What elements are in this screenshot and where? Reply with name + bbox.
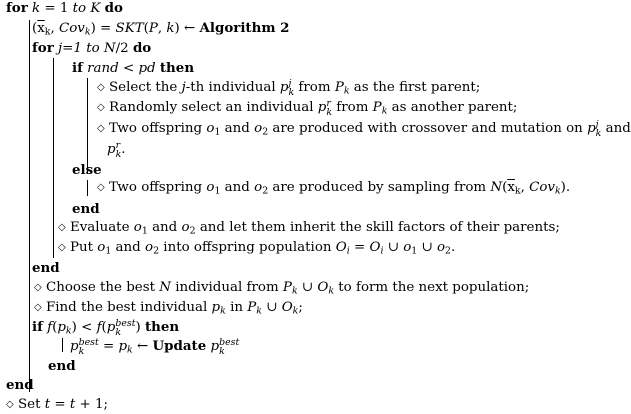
scope-rule-best-if [62, 338, 63, 352]
diamond-bullet-icon: ◇ [58, 222, 66, 233]
line-else [72, 162, 102, 179]
keyword-for: for [6, 0, 28, 16]
diamond-bullet-icon: ◇ [97, 123, 105, 134]
keyword-then: then [144, 319, 180, 335]
line-select-first-parent: ◇ Select the j-th individual p j k from $P_k$ as the first parent; [97, 78, 481, 99]
line-if-rand: if rand < pd then [72, 60, 195, 76]
line-end-best-if [48, 358, 76, 375]
diamond-bullet-icon: ◇ [97, 182, 105, 193]
keyword-to: to [86, 41, 100, 56]
scope-rule-outer-for [29, 20, 30, 392]
line-evaluate: ◇ Evaluate $o_1$ and $o_2$ and let them inherit the skill factors of their parents; [58, 220, 560, 237]
diamond-bullet-icon: ◇ [58, 242, 66, 253]
line-end-outer-for [6, 377, 34, 394]
diamond-bullet-icon: ◇ [97, 102, 105, 113]
keyword-if: if [72, 60, 83, 76]
line-find-best: ◇ Find the best individual $p_k$ in $P_k$ ∪ $O_k$; [34, 300, 303, 317]
diamond-bullet-icon: ◇ [34, 282, 42, 293]
line-inner-for: for j=1 to N/2 do [32, 40, 152, 56]
line-update-best: p best k = $p_k$ ← Update p best k [70, 337, 240, 358]
line-offspring-crossover-wrap: p r k . [107, 140, 126, 161]
algorithm-ref: Algorithm 2 [199, 20, 290, 36]
line-skt-call: ($\overline{x}_k$, Cov$_k$) = SKT(P, k) ← Algorithm 2 [32, 20, 290, 38]
line-set-t: ◇ Set t = t + 1; [6, 397, 108, 412]
line-offspring-crossover: ◇ Two offspring $o_1$ and $o_2$ are produced with crossover and mutation on p j k and [97, 119, 631, 140]
line-end-if [72, 201, 100, 218]
line-put-offspring: ◇ Put $o_1$ and $o_2$ into offspring population $O_i = O_i$ ∪ $o_1$ ∪ $o_2$. [58, 240, 456, 257]
scope-rule-if [87, 78, 88, 174]
line-offspring-sampling: ◇ Two offspring $o_1$ and $o_2$ are produced by sampling from $N(\overline{x}_k$, Cov$_k$). [97, 180, 571, 197]
keyword-end: end [6, 377, 34, 393]
keyword-end: end [72, 201, 100, 217]
keyword-to: to [72, 1, 87, 16]
line-outer-for: for k = 1 to K do [6, 0, 123, 16]
keyword-end: end [48, 358, 76, 374]
keyword-do: do [104, 0, 123, 16]
keyword-if: if [32, 319, 43, 335]
diamond-bullet-icon: ◇ [34, 302, 42, 313]
line-select-random-parent: ◇ Randomly select an individual p r k from $P_k$ as another parent; [97, 98, 518, 119]
keyword-for: for [32, 40, 54, 56]
keyword-end: end [32, 260, 60, 276]
keyword-then: then [159, 60, 195, 76]
scope-rule-else [87, 180, 88, 196]
update-label: Update [152, 338, 207, 354]
line-choose-best: ◇ Choose the best N individual from $P_k$ ∪ $O_k$ to form the next population; [34, 280, 530, 297]
diamond-bullet-icon: ◇ [6, 399, 14, 410]
line-if-best: if $f(p_k) < f(p$ best k ) then [32, 318, 180, 339]
scope-rule-inner-for [53, 58, 54, 258]
keyword-else: else [72, 162, 102, 178]
keyword-do: do [132, 40, 152, 56]
diamond-bullet-icon: ◇ [97, 82, 105, 93]
line-end-inner-for [32, 260, 60, 277]
